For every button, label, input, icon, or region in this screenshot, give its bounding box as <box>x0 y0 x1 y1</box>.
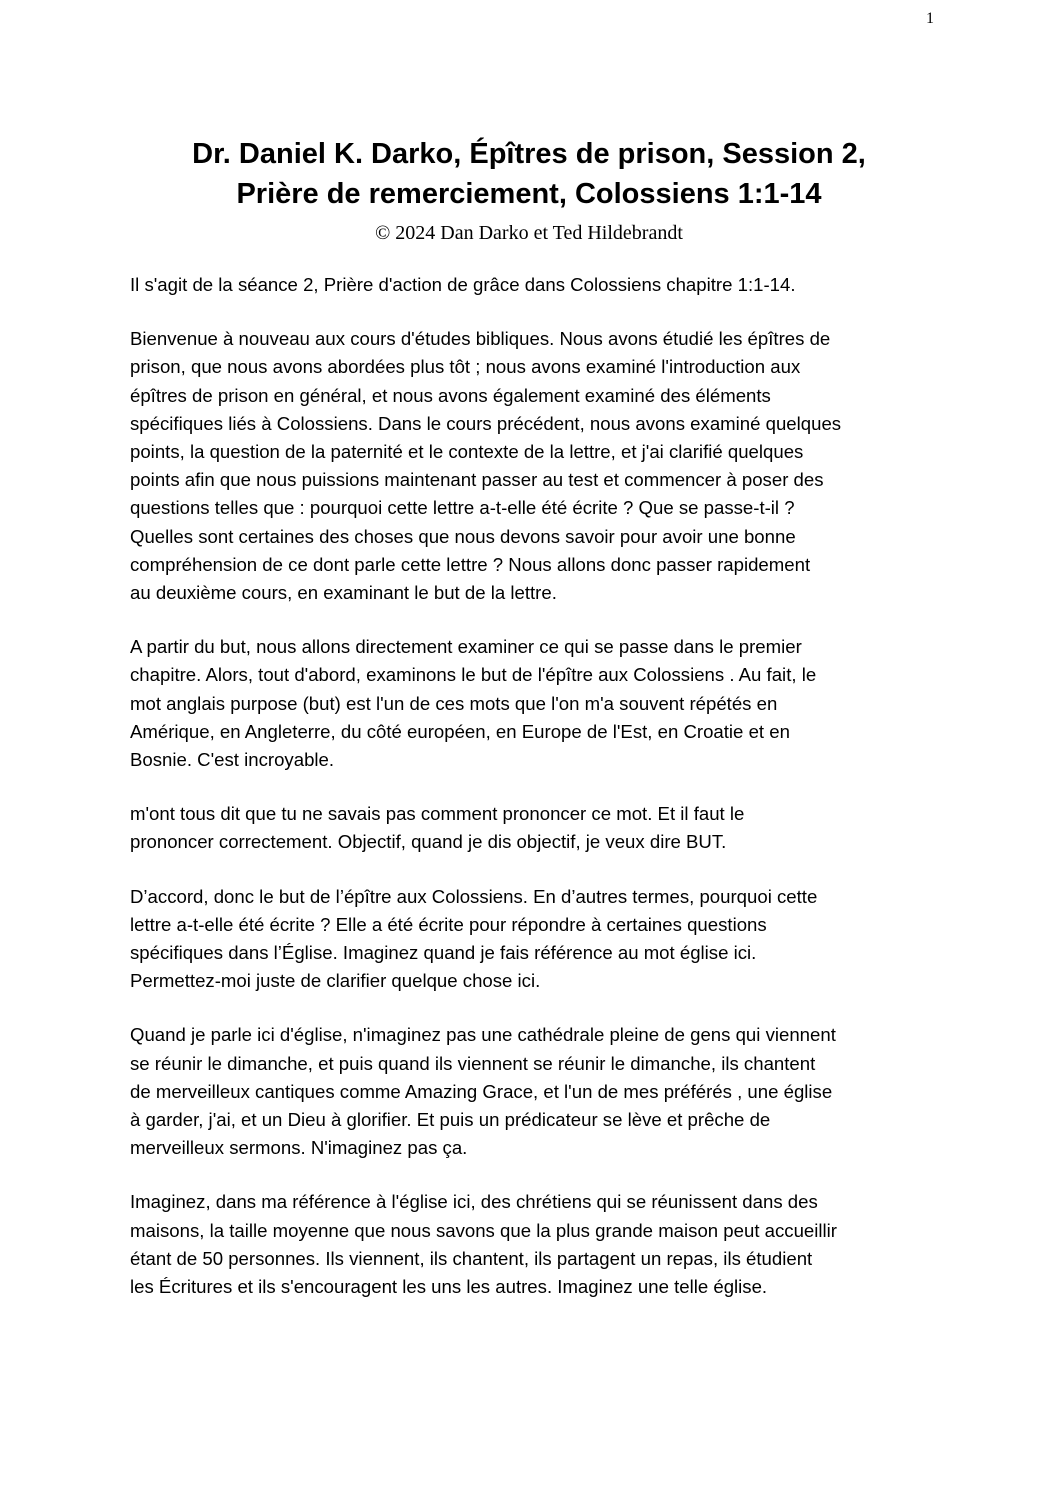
text-line: chapitre. Alors, tout d'abord, examinons le but de l'épître aux Colossiens . Au fait, le <box>130 664 817 686</box>
text-line: points afin que nous puissions maintenant passer au test et commencer à poser des <box>130 469 824 491</box>
text-line: à garder, j'ai, et un Dieu à glorifier. Et puis un prédicateur se lève et prêche de <box>130 1109 771 1131</box>
page-number: 1 <box>926 10 934 27</box>
text-line: Permettez-moi juste de clarifier quelque chose ici. <box>130 970 541 992</box>
text-line: étant de 50 personnes. Ils viennent, ils chantent, ils partagent un repas, ils étudient <box>130 1247 813 1269</box>
text-line: se réunir le dimanche, et puis quand ils viennent se réunir le dimanche, ils chantent <box>130 1052 816 1074</box>
text-line: de merveilleux cantiques comme Amazing Grace, et l'un de mes préférés , une église <box>130 1080 833 1102</box>
text-line: questions telles que : pourquoi cette lettre a-t-elle été écrite ? Que se passe-t-il ? <box>130 497 795 519</box>
copyright-notice: © 2024 Dan Darko et Ted Hildebrandt <box>375 222 683 244</box>
text-line: spécifiques dans l’Église. Imaginez quand je fais référence au mot église ici. <box>130 942 757 964</box>
paragraph <box>130 633 950 774</box>
text-line: Imaginez, dans ma référence à l'église ici, des chrétiens qui se réunissent dans des <box>130 1191 818 1213</box>
text-line: spécifiques liés à Colossiens. Dans le cours précédent, nous avons examiné quelques <box>130 412 842 434</box>
paragraph <box>130 325 950 607</box>
paragraph <box>130 1188 950 1301</box>
text-line: points, la question de la paternité et le contexte de la lettre, et j'ai clarifié quelques <box>130 441 804 463</box>
text-line: merveilleux sermons. N'imaginez pas ça. <box>130 1137 468 1159</box>
text-line: Quelles sont certaines des choses que nous devons savoir pour avoir une bonne <box>130 525 796 547</box>
title-line: Prière de remerciement, Colossiens 1:1-14 <box>236 178 822 210</box>
paragraph <box>130 800 950 856</box>
paragraph <box>130 1021 950 1162</box>
text-line: les Écritures et ils s'encouragent les uns les autres. Imaginez une telle église. <box>130 1276 768 1298</box>
text-line: lettre a-t-elle été écrite ? Elle a été écrite pour répondre à certaines questions <box>130 913 767 935</box>
text-line: prison, que nous avons abordées plus tôt ; nous avons examiné l'introduction aux <box>130 356 801 378</box>
text-line: mot anglais purpose (but) est l'un de ces mots que l'on m'a souvent répétés en <box>130 692 778 714</box>
title-line: Dr. Daniel K. Darko, Épîtres de prison, Session 2, <box>192 138 866 170</box>
text-line: épîtres de prison en général, et nous avons également examiné des éléments <box>130 384 771 406</box>
text-line: Bosnie. C'est incroyable. <box>130 749 335 771</box>
text-line: prononcer correctement. Objectif, quand je dis objectif, je veux dire BUT. <box>130 831 727 853</box>
text-line: A partir du but, nous allons directement examiner ce qui se passe dans le premier <box>130 636 802 658</box>
text-line: compréhension de ce dont parle cette lettre ? Nous allons donc passer rapidement <box>130 553 811 575</box>
paragraph <box>130 271 950 299</box>
text-line: D’accord, donc le but de l’épître aux Colossiens. En d’autres termes, pourquoi cette <box>130 885 818 907</box>
paragraph <box>130 883 950 996</box>
text-line: Quand je parle ici d'église, n'imaginez pas une cathédrale pleine de gens qui viennent <box>130 1024 836 1046</box>
text-line: maisons, la taille moyenne que nous savons que la plus grande maison peut accueillir <box>130 1219 837 1241</box>
text-line: Amérique, en Angleterre, du côté européen, en Europe de l'Est, en Croatie et en <box>130 720 790 742</box>
text-line: au deuxième cours, en examinant le but de la lettre. <box>130 582 557 604</box>
text-line: m'ont tous dit que tu ne savais pas comment prononcer ce mot. Et il faut le <box>130 803 745 825</box>
document-title <box>0 134 1058 214</box>
text-line: Il s'agit de la séance 2, Prière d'action de grâce dans Colossiens chapitre 1:1-14. <box>130 274 796 295</box>
text-line: Bienvenue à nouveau aux cours d'études bibliques. Nous avons étudié les épîtres de <box>130 328 831 350</box>
document-body <box>130 271 950 1327</box>
